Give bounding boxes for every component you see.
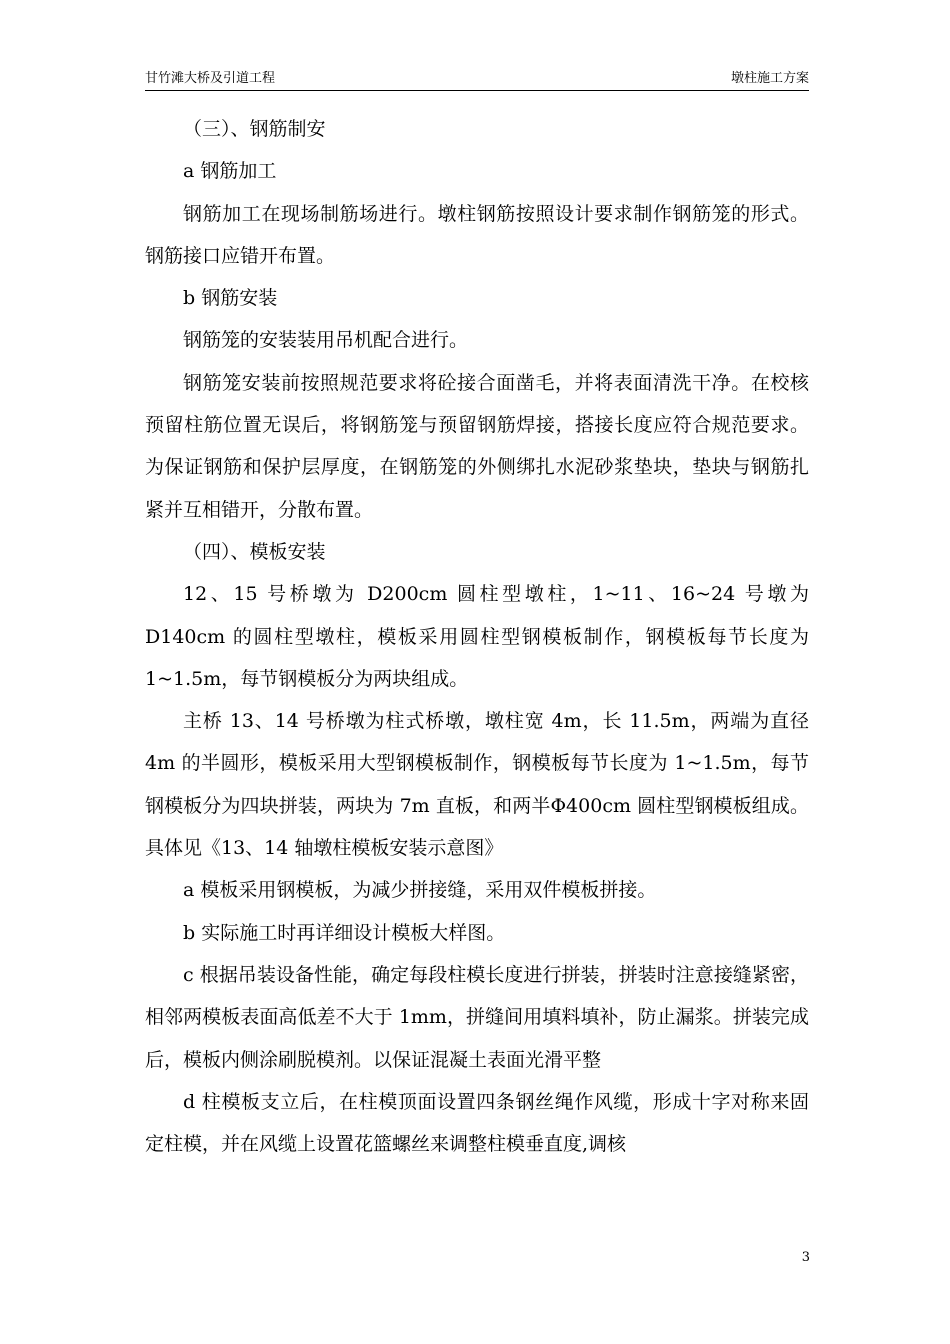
subheading-rebar-processing: a 钢筋加工 [183,160,277,183]
paragraph-main-bridge-formwork: 主桥 13、14 号桥墩为柱式桥墩，墩柱宽 4m，长 11.5m，两端为直径 4m 的半圆形，模板采用大型钢模板制作，钢模板每节长度为 1~1.5m，每节钢模板分为四块拼装，两块为 7m 直板，和两半Φ400cm 圆柱型钢模板组成。具体见《13、14 轴墩柱模板安装示意图》 [145,710,809,860]
subheading-rebar-installation: b 钢筋安装 [183,287,278,310]
paragraph-rebar-processing: 钢筋加工在现场制筋场进行。墩柱钢筋按照设计要求制作钢筋笼的形式。钢筋接口应错开布置。 [145,202,809,267]
paragraph-cage-installation: 钢筋笼安装前按照规范要求将砼接合面凿毛，并将表面清洗干净。在校核预留柱筋位置无误后，将钢筋笼与预留钢筋焊接，搭接长度应符合规范要求。为保证钢筋和保护层厚度，在钢筋笼的外侧绑扎水泥砂浆垫块，垫块与钢筋扎紧并互相错开，分散布置。 [145,371,809,521]
document-body [145,108,809,1165]
section-heading-formwork: （四）、模板安装 [183,540,326,563]
list-item-c: c 根据吊装设备性能，确定每段柱模长度进行拼装，拼装时注意接缝紧密，相邻两模板表面高低差不大于 1mm，拼缝间用填料填补，防止漏浆。拼装完成后，模板内侧涂刷脱模剂。以保证混凝土表面光滑平整 [145,963,809,1071]
page-number: 3 [801,1250,810,1265]
list-item-d: d 柱模板支立后，在柱模顶面设置四条钢丝绳作风缆，形成十字对称来固定柱模，并在风缆上设置花篮螺丝来调整柱模垂直度,调核 [145,1090,809,1156]
list-item-b: b 实际施工时再详细设计模板大样图。 [183,921,506,944]
paragraph-cage-crane: 钢筋笼的安装装用吊机配合进行。 [183,329,469,352]
header-project-title: 甘竹滩大桥及引道工程 [145,71,276,86]
header-document-title: 墩柱施工方案 [730,71,809,86]
paragraph-cylindrical-formwork: 12、15 号桥墩为 D200cm 圆柱型墩柱，1~11、16~24 号墩为 D140cm 的圆柱型墩柱，模板采用圆柱型钢模板制作，钢模板每节长度为 1~1.5m，每节钢模板分为两块组成。 [145,583,809,690]
list-item-a: a 模板采用钢模板，为减少拼接缝，采用双件模板拼接。 [183,879,657,902]
section-heading-rebar: （三）、钢筋制安 [183,118,326,140]
page-header [145,68,809,91]
